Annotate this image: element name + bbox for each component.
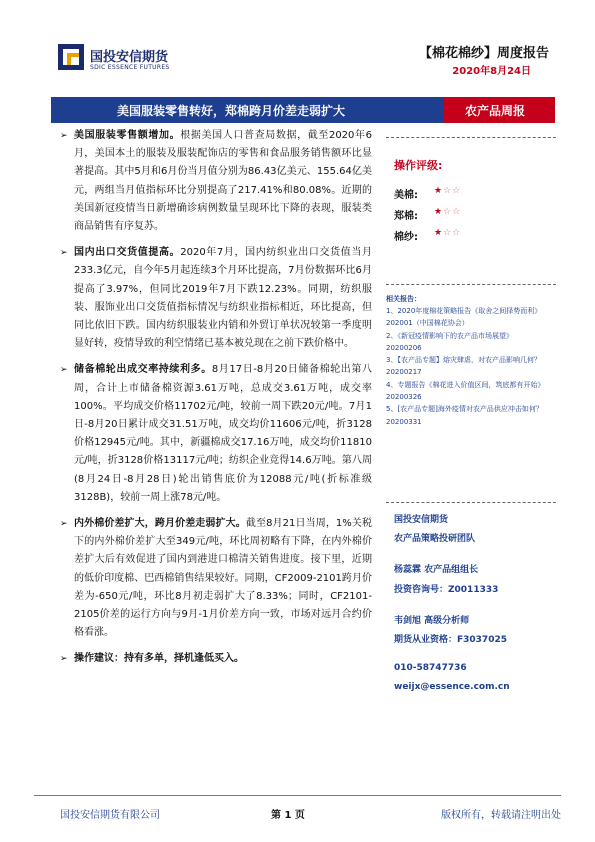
report-category-tag xyxy=(443,97,555,123)
paragraph-reserve-cotton xyxy=(60,361,372,507)
bullet-arrow-icon: ➢ xyxy=(60,248,68,259)
analyst-2-cert: 期货从业资格：F3037025 xyxy=(394,635,507,645)
title-bar xyxy=(51,97,555,123)
rating-label: 郑棉: xyxy=(394,211,418,222)
rating-row-us-cotton xyxy=(394,186,462,201)
analyst-1-cert: 投资咨询号：Z0011333 xyxy=(394,585,499,595)
contact-email[interactable]: weijx@essence.com.cn xyxy=(394,682,510,692)
related-report-item[interactable]: 3、【农产品专题】熔灾肆虐，对农产品影响几何？20200217 xyxy=(386,356,541,377)
company-name: 国投安信期货 xyxy=(90,50,169,65)
star-filled-icon: ★ xyxy=(434,207,444,217)
paragraph-text: 根据美国人口普查局数据，截至2020年6月，美国本土的服装及服装配饰店的零售和食品服务销售额环比显著提高。其中5月和6月份当月值分别为86.43亿美元、155.64亿美元，两组当月值指标环比分别提高了217.41%和80.08%。近期的美国新冠疫情当日新增确诊病例数量呈现环比下降的表现，服装类商品销售有序复苏。 xyxy=(74,130,373,233)
page-number: 第 1 页 xyxy=(271,810,305,821)
bullet-arrow-icon: ➢ xyxy=(60,131,68,141)
rating-title: 操作评级: xyxy=(394,159,443,172)
report-date: 2020年8月24日 xyxy=(452,66,531,77)
sidebar-divider xyxy=(386,284,556,285)
contact-phone: 010-58747736 xyxy=(394,663,467,673)
paragraph-lead: 储备棉轮出成交率持续利多。 xyxy=(74,364,212,376)
team-name: 农产品策略投研团队 xyxy=(394,534,476,544)
rating-row-cotton-yarn xyxy=(394,228,462,243)
paragraph-price-spread xyxy=(60,515,372,642)
star-filled-icon: ★ xyxy=(434,228,444,238)
paragraph-text: 截至8月21日当周，1%关税下的内外棉价差扩大至349元/吨，环比周初略有下降，在内外棉价差扩大后有效促进了国内到港进口棉清关销售进度。接下里，近期的低价印度棉、巴西棉销售结果较好。同期，CF2009-2101跨月价差为-650元/吨，环比8月初走弱扩大了8.33%；同时，CF2101-2105价差的运行方向与9月-1月价差方向一致，市场对远月合约价格看涨。 xyxy=(74,518,373,639)
report-category-label: 农产品周报 xyxy=(465,104,526,118)
paragraph-lead: 美国服装零售额增加。 xyxy=(74,130,181,141)
rating-label: 棉纱: xyxy=(394,232,418,243)
star-empty-icon: ☆☆ xyxy=(443,186,462,196)
company-name-en: SDIC ESSENCE FUTURES xyxy=(90,64,170,71)
bullet-arrow-icon: ➢ xyxy=(60,365,68,376)
related-report-item[interactable]: 2、《新冠疫情影响下的农产品市场展望》20200206 xyxy=(386,331,513,352)
sidebar-divider xyxy=(386,137,556,138)
footer-company: 国投安信期货有限公司 xyxy=(60,810,160,821)
related-report-item[interactable]: 1、2020年度棉花策略报告《取舍之间择势而利》202001（中国棉花协会） xyxy=(386,307,542,328)
report-title: 美国服装零售转好，郑棉跨月价差走弱扩大 xyxy=(117,104,346,118)
paragraph-text: 2020年7月，国内纺织业出口交货值当月233.3亿元，自今年5月起连续3个月环比提高，7月份数据环比6月提高了3.97%，但同比2019年7月下跌12.23%。同期，纺织服装、服饰业出口交货值指标情况与纺织业指标相近，环比提高，但同比依旧下跌。国内纺织服装业内销和外贸订单状况较第一季度明显好转，疫情导致的利空情绪已基本被兑现在之前下跌价格中。 xyxy=(74,247,373,350)
company-logo xyxy=(58,44,208,76)
analyst-2-title: 韦剑旭 高级分析师 xyxy=(394,616,470,626)
report-type: 【棉花棉纱】周度报告 xyxy=(418,46,549,61)
bullet-arrow-icon: ➢ xyxy=(60,519,68,530)
related-report-item[interactable]: 4、专题报告《棉花进入价值区间，筑底都有开始》20200326 xyxy=(386,380,545,402)
rating-stars xyxy=(434,186,461,196)
paragraph-lead: 国内出口交货值提高。 xyxy=(74,247,181,259)
star-filled-icon: ★ xyxy=(434,186,444,196)
analyst-1-title: 杨蕊霖 农产品组组长 xyxy=(394,565,479,575)
team-company: 国投安信期货 xyxy=(394,515,449,525)
footer-divider xyxy=(34,795,561,796)
paragraph-lead: 内外棉价差扩大，跨月价差走弱扩大。 xyxy=(74,518,246,530)
rating-row-zhengzhou-cotton xyxy=(394,207,462,222)
paragraph-text: 8月17日-8月20日储备棉轮出第八周，合计上市储备棉资源3.61万吨，总成交3.61万吨，成交率100%。平均成交价格11702元/吨，较前一周下跌20元/吨。7月1日-8月20日累计成交31.51万吨，成交均价11606元/吨，折3128价格12945元/吨。其中，新疆棉成交17.16万吨，成交均价11810元/吨，折3128价格13117元/吨；纺织企业竞得14.6万吨。第八周(8月24日-8月28日)轮出销售底价为12088元/吨(折标准级3128B)，较前一周上涨78元/吨。 xyxy=(74,364,372,503)
report-body xyxy=(60,127,372,677)
company-logo-mark-icon xyxy=(58,44,84,70)
related-reports-title: 相关报告： xyxy=(386,295,421,303)
star-empty-icon: ☆☆ xyxy=(443,207,462,217)
paragraph-export-value xyxy=(60,244,372,353)
rating-stars xyxy=(434,228,461,238)
star-empty-icon: ☆☆ xyxy=(443,228,462,238)
operation-suggestion: 操作建议：持有多单，择机逢低买入。 xyxy=(74,653,244,665)
sidebar-divider xyxy=(386,502,556,503)
related-reports-list xyxy=(386,305,546,428)
footer-copyright: 版权所有，转载请注明出处 xyxy=(441,810,561,821)
paragraph-suggestion xyxy=(60,650,372,668)
rating-stars xyxy=(434,207,461,217)
paragraph-us-retail xyxy=(60,127,372,236)
rating-label: 美棉: xyxy=(394,190,418,201)
bullet-arrow-icon: ➢ xyxy=(60,654,68,665)
related-report-item[interactable]: 5、[农产品专题]海外疫情对农产品供应冲击如何？20200331 xyxy=(386,405,543,426)
